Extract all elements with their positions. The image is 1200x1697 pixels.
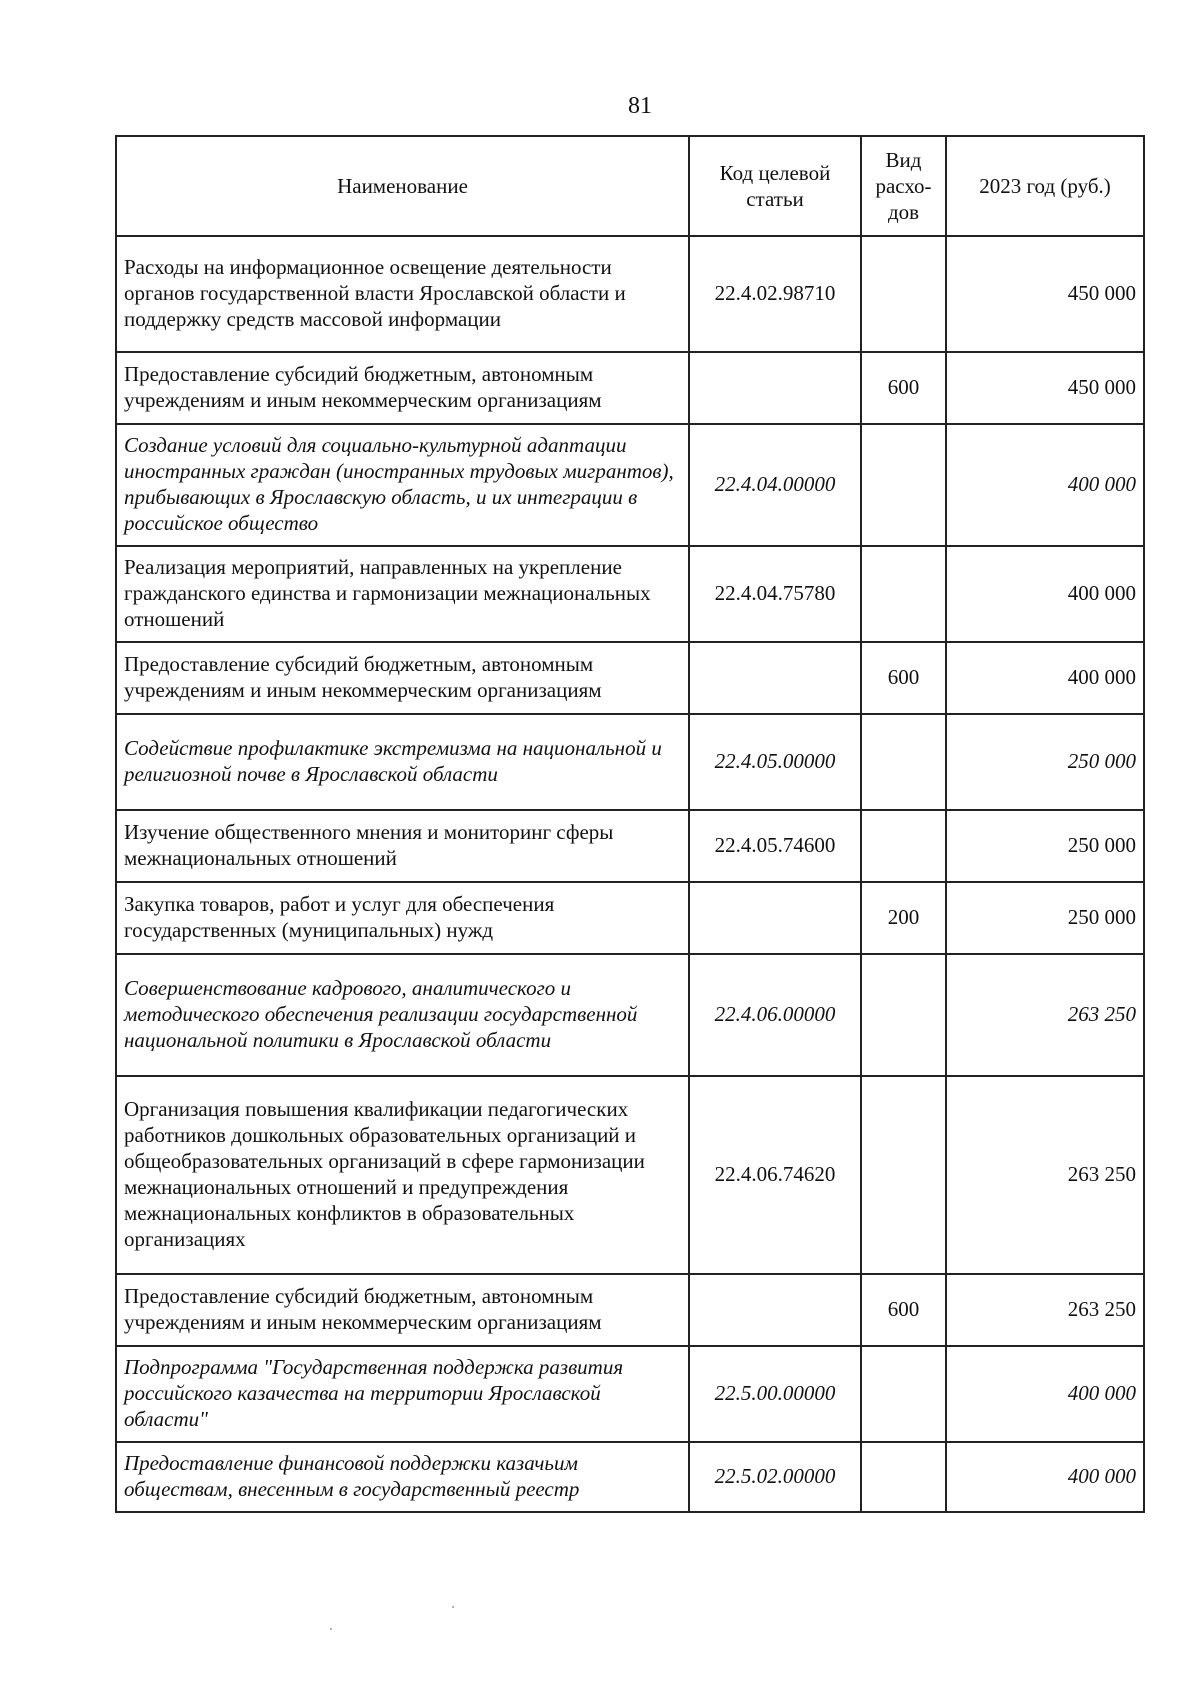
- row-name: Создание условий для социально-культурной адаптации иностранных граждан (иностранных трудовых мигрантов), прибывающих в Ярославскую область, и их интеграции в российское общество: [116, 424, 689, 546]
- table-row: [116, 352, 1144, 424]
- row-name: Расходы на информационное освещение деятельности органов государственной власти Ярославской области и поддержку средств массовой информации: [116, 236, 689, 352]
- row-code: 22.4.05.00000: [689, 714, 861, 810]
- row-name: Изучение общественного мнения и мониторинг сферы межнациональных отношений: [116, 810, 689, 882]
- row-name: Содействие профилактике экстремизма на национальной и религиозной почве в Ярославской области: [116, 714, 689, 810]
- row-code: 22.4.02.98710: [689, 236, 861, 352]
- scan-speck: [452, 1606, 454, 1608]
- header-amount: 2023 год (руб.): [946, 136, 1144, 236]
- table-row: [116, 236, 1144, 352]
- row-kind: 600: [861, 642, 946, 714]
- row-amount: 250 000: [946, 882, 1144, 954]
- row-code: 22.4.06.74620: [689, 1076, 861, 1274]
- row-code: 22.4.04.00000: [689, 424, 861, 546]
- header-code: Код целевой статьи: [689, 136, 861, 236]
- row-amount: 400 000: [946, 546, 1144, 642]
- row-amount: 400 000: [946, 642, 1144, 714]
- row-code: [689, 352, 861, 424]
- table-header-row: [116, 136, 1144, 236]
- row-kind: [861, 424, 946, 546]
- row-name: Реализация мероприятий, направленных на укрепление гражданского единства и гармонизации межнациональных отношений: [116, 546, 689, 642]
- header-kind: Вид расхо-дов: [861, 136, 946, 236]
- row-kind: [861, 1346, 946, 1442]
- row-name: Организация повышения квалификации педагогических работников дошкольных образовательных организаций и общеобразовательных организаций в сфере гармонизации межнациональных отношений и предупреждения межнациональных конфликтов в образовательных организациях: [116, 1076, 689, 1274]
- table-row: [116, 1346, 1144, 1442]
- budget-table: [115, 135, 1145, 1513]
- row-code: 22.5.00.00000: [689, 1346, 861, 1442]
- table-row: [116, 424, 1144, 546]
- row-amount: 400 000: [946, 424, 1144, 546]
- row-code: 22.4.04.75780: [689, 546, 861, 642]
- row-name: Предоставление субсидий бюджетным, автономным учреждениям и иным некоммерческим организациям: [116, 642, 689, 714]
- table-row: [116, 642, 1144, 714]
- row-kind: [861, 714, 946, 810]
- row-amount: 263 250: [946, 1274, 1144, 1346]
- row-name: Подпрограмма "Государственная поддержка развития российского казачества на территории Ярославской области": [116, 1346, 689, 1442]
- row-name: Закупка товаров, работ и услуг для обеспечения государственных (муниципальных) нужд: [116, 882, 689, 954]
- row-code: 22.4.05.74600: [689, 810, 861, 882]
- row-kind: [861, 954, 946, 1076]
- row-kind: 600: [861, 1274, 946, 1346]
- table-row: [116, 714, 1144, 810]
- row-kind: 600: [861, 352, 946, 424]
- header-name: Наименование: [116, 136, 689, 236]
- table-row: [116, 810, 1144, 882]
- table-row: [116, 1274, 1144, 1346]
- row-code: [689, 882, 861, 954]
- row-amount: 250 000: [946, 810, 1144, 882]
- row-kind: [861, 546, 946, 642]
- table-row: [116, 882, 1144, 954]
- row-amount: 263 250: [946, 954, 1144, 1076]
- table-row: [116, 1076, 1144, 1274]
- row-amount: 450 000: [946, 352, 1144, 424]
- row-name: Предоставление финансовой поддержки казачьим обществам, внесенным в государственный реестр: [116, 1442, 689, 1512]
- row-amount: 400 000: [946, 1346, 1144, 1442]
- table-row: [116, 954, 1144, 1076]
- row-amount: 263 250: [946, 1076, 1144, 1274]
- row-code: 22.4.06.00000: [689, 954, 861, 1076]
- row-kind: [861, 1442, 946, 1512]
- table-row: [116, 1442, 1144, 1512]
- row-code: [689, 642, 861, 714]
- scan-speck: [330, 1628, 332, 1630]
- row-name: Предоставление субсидий бюджетным, автономным учреждениям и иным некоммерческим организациям: [116, 352, 689, 424]
- row-code: 22.5.02.00000: [689, 1442, 861, 1512]
- row-amount: 250 000: [946, 714, 1144, 810]
- row-kind: [861, 1076, 946, 1274]
- row-amount: 400 000: [946, 1442, 1144, 1512]
- table-row: [116, 546, 1144, 642]
- row-amount: 450 000: [946, 236, 1144, 352]
- page-number: 81: [628, 93, 652, 119]
- row-name: Совершенствование кадрового, аналитического и методического обеспечения реализации государственной национальной политики в Ярославской области: [116, 954, 689, 1076]
- row-kind: [861, 236, 946, 352]
- row-code: [689, 1274, 861, 1346]
- row-kind: 200: [861, 882, 946, 954]
- row-name: Предоставление субсидий бюджетным, автономным учреждениям и иным некоммерческим организациям: [116, 1274, 689, 1346]
- row-kind: [861, 810, 946, 882]
